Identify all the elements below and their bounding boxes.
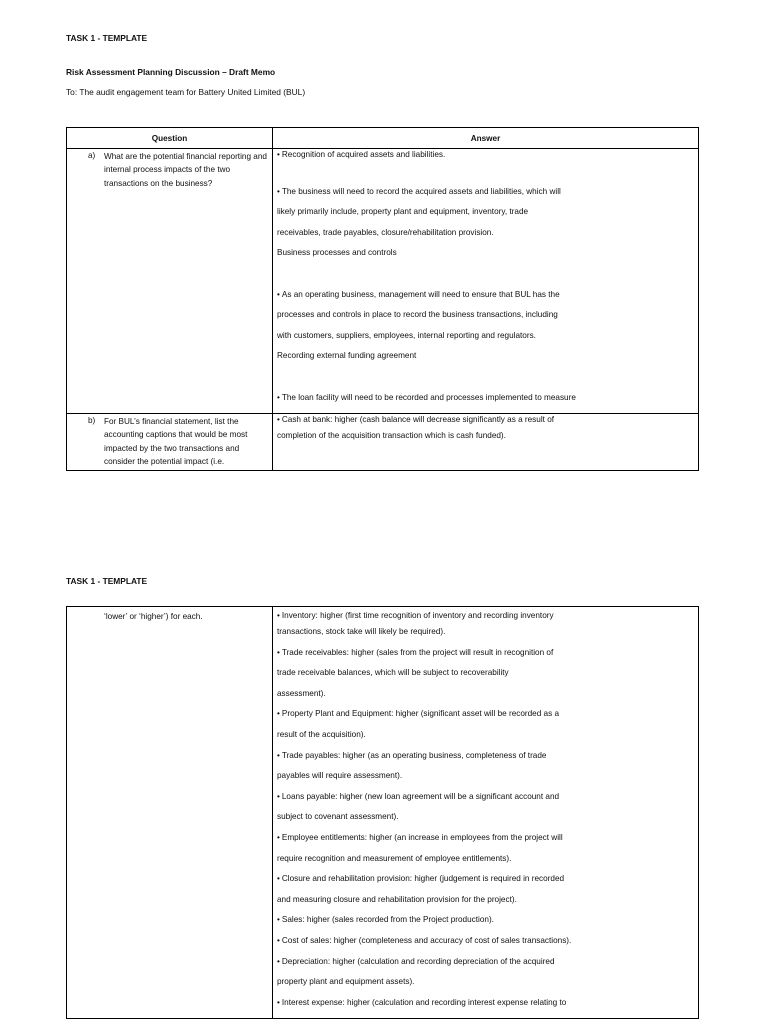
answer-line: • As an operating business, management will need to ensure that BUL has the — [277, 285, 694, 306]
question-text: ‘lower’ or ‘higher’) for each. — [104, 612, 203, 621]
task-header: TASK 1 - TEMPLATE — [66, 576, 148, 586]
answer-line: • Trade receivables: higher (sales from the project will result in recognition of — [277, 643, 694, 664]
answer-line: • Cost of sales: higher (completeness and accuracy of cost of sales transactions). — [277, 931, 694, 952]
answer-line: • The loan facility will need to be recorded and processes implemented to measure — [277, 388, 694, 409]
answer-line: assessment). — [277, 688, 326, 698]
answer-line: trade receivable balances, which will be subject to recoverability — [277, 668, 509, 678]
answer-line: with customers, suppliers, employees, internal reporting and regulators. — [277, 330, 536, 340]
answer-line: payables will require assessment). — [277, 771, 403, 781]
question-column-header: Question — [67, 128, 273, 149]
answer-line: • Depreciation: higher (calculation and recording depreciation of the acquired — [277, 952, 694, 973]
question-text: For BUL’s financial statement, list the accounting captions that would be most impacted by the two transactions and consider the potential impact (i.e. — [104, 417, 248, 466]
answer-line: • Employee entitlements: higher (an increase in employees from the project will — [277, 828, 694, 849]
answer-line: likely primarily include, property plant and equipment, inventory, trade — [277, 207, 529, 217]
answer-cell-continued — [273, 607, 699, 1019]
question-cell-a — [67, 149, 273, 414]
answer-spacer — [277, 161, 694, 182]
question-cell-b — [67, 414, 273, 471]
table-header-row — [67, 128, 699, 149]
answer-line: • Interest expense: higher (calculation and recording interest expense relating to — [277, 993, 694, 1014]
memo-recipient: To: The audit engagement team for Battery United Limited (BUL) — [66, 87, 306, 97]
answer-line: Recording external funding agreement — [277, 351, 417, 361]
answer-line: require recognition and measurement of employee entitlements). — [277, 853, 512, 863]
answer-line: • Loans payable: higher (new loan agreement will be a significant account and — [277, 787, 694, 808]
table-row — [67, 607, 699, 1019]
answer-line: • Trade payables: higher (as an operating business, completeness of trade — [277, 746, 694, 767]
answer-column-header: Answer — [273, 128, 699, 149]
answer-line: • Closure and rehabilitation provision: higher (judgement is required in recorded — [277, 869, 694, 890]
answer-line: property plant and equipment assets). — [277, 977, 415, 987]
answer-line: • Cash at bank: higher (cash balance will decrease significantly as a result of — [277, 414, 694, 426]
table-row — [67, 149, 699, 414]
answer-spacer — [277, 264, 694, 285]
task-header: TASK 1 - TEMPLATE — [66, 33, 148, 43]
memo-title: Risk Assessment Planning Discussion – Draft Memo — [66, 67, 276, 77]
question-letter: b) — [88, 416, 96, 425]
answer-line: receivables, trade payables, closure/rehabilitation provision. — [277, 227, 494, 237]
answer-line: result of the acquisition). — [277, 729, 366, 739]
question-text: What are the potential financial reporting and internal process impacts of the two transactions on the business? — [104, 152, 267, 188]
question-cell-continued — [67, 607, 273, 1019]
answer-line: • Inventory: higher (first time recognition of inventory and recording inventory — [277, 610, 694, 622]
table-row — [67, 414, 699, 471]
answer-line: • Property Plant and Equipment: higher (significant asset will be recorded as a — [277, 704, 694, 725]
question-answer-table — [66, 127, 699, 471]
answer-spacer — [277, 367, 694, 388]
answer-line: transactions, stock take will likely be required). — [277, 627, 446, 636]
answer-cell-b — [273, 414, 699, 471]
question-letter: a) — [88, 151, 96, 160]
answer-line: • Sales: higher (sales recorded from the Project production). — [277, 910, 694, 931]
question-answer-table-continued — [66, 606, 699, 1019]
answer-line: • The business will need to record the acquired assets and liabilities, which will — [277, 182, 694, 203]
answer-line: subject to covenant assessment). — [277, 812, 399, 822]
answer-line: Business processes and controls — [277, 248, 397, 258]
answer-line: • Recognition of acquired assets and liabilities. — [277, 149, 694, 161]
answer-line: processes and controls in place to record the business transactions, including — [277, 310, 558, 320]
answer-cell-a — [273, 149, 699, 414]
answer-line: completion of the acquisition transaction which is cash funded). — [277, 431, 506, 440]
answer-line: and measuring closure and rehabilitation provision for the project). — [277, 894, 517, 904]
